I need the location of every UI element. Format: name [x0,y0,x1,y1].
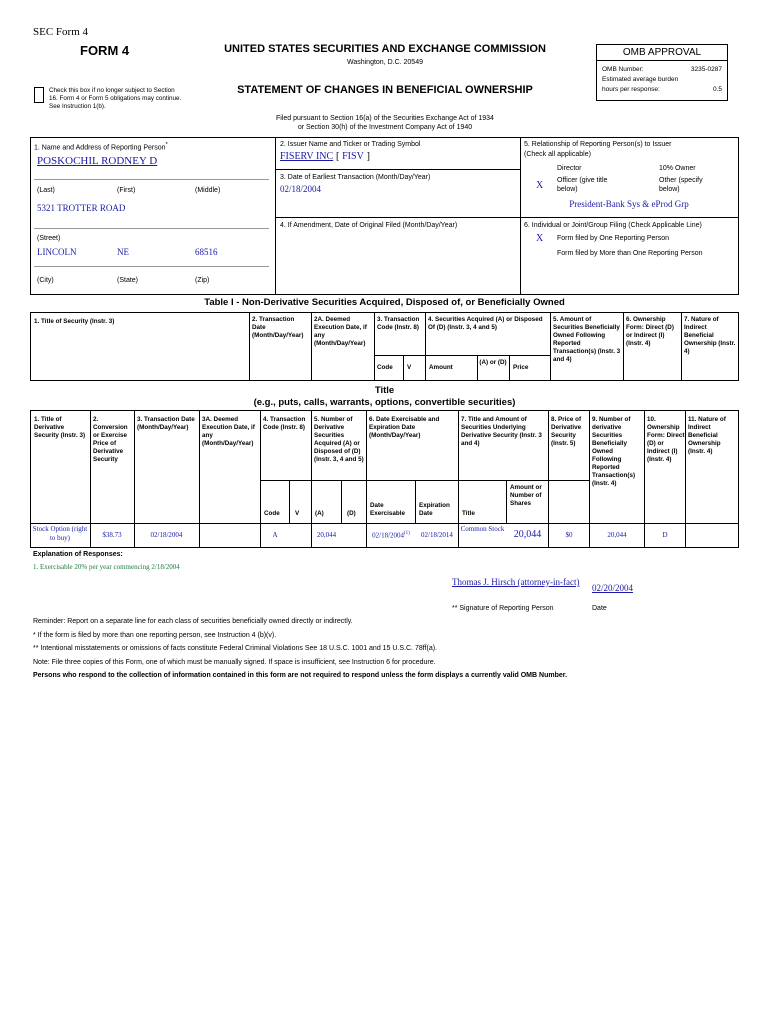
t2-h7: 7. Title and Amount of Securities Underlying Derivative Security (Instr. 3 and 4) [461,416,542,447]
filed-pursuant [190,114,580,132]
last-label: (Last) [37,187,55,194]
omb-number-row [597,66,727,76]
t2-row-shares: 20,044 [513,529,542,540]
t2-title: Title [462,510,475,517]
omb-burden-label: Estimated average burden [602,76,679,83]
filing-mark: X [536,233,544,244]
t1-v: V [407,364,412,371]
t2-row-code: A [272,531,278,539]
note-omb: Persons who respond to the collection of information contained in this form are not required to respond unless the form displays a currently valid OMB Number. [33,672,568,679]
t1-h4: 4. Securities Acquired (A) or Disposed Of (D) (Instr. 3, 4 and 5) [428,316,543,331]
issuer-bracket-open: [ [335,151,340,162]
signature-date: 02/20/2004 [592,583,634,593]
state-value: NE [117,247,129,257]
t2-row-date-exercisable: 02/18/2004 [372,531,405,540]
t2-row-owned: 20,044 [607,531,627,539]
table2-title-block [30,385,739,409]
issuer-ticker: FISV [342,151,364,162]
city-label: (City) [37,277,54,284]
director-option: Director [557,165,582,172]
street-label: (Street) [37,235,61,242]
statement-title: STATEMENT OF CHANGES IN BENEFICIAL OWNERSHIP [237,84,533,96]
t1-code: Code [377,364,393,371]
t2-h11: 11. Nature of Indirect Beneficial Ownership (Instr. 4) [688,416,726,455]
t1-h6: 6. Ownership Form: Direct (D) or Indirect (I) (Instr. 4) [626,316,674,347]
officer-title: President-Bank Sys & eProd Grp [569,199,689,209]
t2-row-security: Stock Option (right to buy) [32,525,88,542]
t1-h7: 7. Nature of Indirect Beneficial Ownership (Instr. 4) [684,316,736,355]
street-value: 5321 TROTTER ROAD [37,203,126,213]
t2-expiration: Expiration Date [419,502,450,517]
t2-row-expiration: 02/18/2014 [421,531,453,539]
signature-label: ** Signature of Reporting Person [452,605,554,612]
earliest-date-value: 02/18/2004 [280,184,322,194]
t2-h4: 4. Transaction Code (Instr. 8) [263,416,306,431]
t1-amount: Amount [429,364,453,371]
omb-hours-label: hours per response: [602,86,660,93]
omb-hours-row [597,86,727,96]
agency-title: UNITED STATES SECURITIES AND EXCHANGE COMMISSION [224,43,546,55]
zip-value: 68516 [195,247,218,257]
reporting-person-label [34,142,168,151]
t2-a: (A) [315,510,324,517]
reporting-person-star: * [165,142,168,148]
t2-v: V [295,510,300,517]
t2-row-price: $38.73 [102,531,122,539]
state-label: (State) [117,277,139,284]
section16-checkbox-text: Check this box if no longer subject to Section 16. Form 4 or Form 5 obligations may continue. See Instruction 1(b). [49,87,182,110]
amendment-label: 4. If Amendment, Date of Original Filed (Month/Day/Year) [280,222,458,229]
t2-d: (D) [347,510,356,517]
reminder-note: Reminder: Report on a separate line for each class of securities beneficially owned directly or indirectly. [33,618,353,625]
note-file: Note: File three copies of this Form, one of which must be manually signed. If space is insufficient, see Instruction 6 for procedure. [33,659,436,666]
t2-date-exercisable: Date Exercisable [370,502,406,517]
t2-h6: 6. Date Exercisable and Expiration Date (Month/Day/Year) [369,416,440,439]
omb-hours-value: 0.5 [712,86,722,93]
form-title: FORM 4 [80,43,130,58]
t2-code: Code [264,510,280,517]
t2-row-date-exercisable-cell [367,531,415,539]
ten-pct-option: 10% Owner [659,165,696,172]
issuer-name-row [280,151,370,162]
middle-label: (Middle) [195,187,221,194]
section16-checkbox[interactable] [34,87,44,103]
first-label: (First) [117,187,136,194]
t2-h1: 1. Title of Derivative Security (Instr. 3) [34,416,86,439]
filed-line-2: or Section 30(h) of the Investment Company Act of 1940 [297,124,473,131]
issuer-bracket-close: ] [366,151,370,162]
t2-row-acquired: 20,044 [316,531,337,539]
explanation-note-1: 1. Exercisable 20% per year commencing 2/18/2004 [33,563,180,571]
t2-h3: 3. Transaction Date (Month/Day/Year) [137,416,195,431]
t1-h3: 3. Transaction Code (Instr. 8) [377,316,420,331]
table2-subtitle: (e.g., puts, calls, warrants, options, convertible securities) [253,397,516,408]
filed-line-1: Filed pursuant to Section 16(a) of the Securities Exchange Act of 1934 [276,115,494,122]
t1-price: Price [513,364,529,371]
signature-name: Thomas J. Hirsch (attorney-in-fact) [452,577,580,587]
t2-h5: 5. Number of Derivative Securities Acquired (A) or Disposed of (D) (Instr. 3, 4 and 5) [314,416,364,463]
t2-h2: 2. Conversion or Exercise Price of Derivative Security [93,416,128,463]
omb-approval-box [596,44,728,101]
reporting-person-label-text: 1. Name and Address of Reporting Person [34,144,166,152]
filing-label: 6. Individual or Joint/Group Filing (Check Applicable Line) [524,222,702,229]
relationship-label: 5. Relationship of Reporting Person(s) to Issuer [524,141,672,148]
t2-row-date: 02/18/2004 [150,531,183,539]
reporting-person-name[interactable]: POSKOCHIL RODNEY D [37,155,158,167]
relationship-sub: (Check all applicable) [524,151,591,158]
filing-one: Form filed by One Reporting Person [557,235,670,242]
officer-option: Officer (give title below) [557,177,608,193]
issuer-label: 2. Issuer Name and Ticker or Trading Symbol [280,141,421,148]
t1-h2: 2. Transaction Date (Month/Day/Year) [252,316,304,339]
omb-title: OMB APPROVAL [597,45,727,61]
omb-number-label: OMB Number: [602,66,644,73]
officer-mark: X [536,180,544,191]
explanation-label: Explanation of Responses: [33,551,123,558]
t2-h10: 10. Ownership Form: Direct (D) or Indirect (I) (Instr. 4) [647,416,685,463]
t2-row-deriv-price: $0 [565,531,573,539]
t2-amount-shares: Amount or Number of Shares [510,484,542,507]
note-star: * If the form is filed by more than one reporting person, see Instruction 4 (b)(v). [33,632,277,639]
t2-row-title: Common Stock [460,525,505,533]
table2-title: Title [374,385,395,396]
t1-h1: 1. Title of Security (Instr. 3) [34,318,115,325]
t1-aord: (A) or (D) [479,359,507,366]
other-option: Other (specify below) [659,177,703,193]
zip-label: (Zip) [195,277,210,284]
issuer-name[interactable]: FISERV INC [280,151,334,162]
t1-h5: 5. Amount of Securities Beneficially Owned Following Reported Transaction(s) (Instr. 3 and 4) [553,316,621,363]
sec-form-label: SEC Form 4 [33,26,89,38]
t2-row-footnote[interactable]: (1) [404,531,410,536]
earliest-date-label: 3. Date of Earliest Transaction (Month/Day/Year) [280,174,431,181]
t2-h9: 9. Number of derivative Securities Beneficially Owned Following Reported Transaction(s) (Instr. 4) [592,416,636,487]
t2-h3a: 3A. Deemed Execution Date, if any (Month/Day/Year) [202,416,255,447]
t2-h8: 8. Price of Derivative Security (Instr. 5) [551,416,582,447]
note-double-star: ** Intentional misstatements or omissions of facts constitute Federal Criminal Violations See 18 U.S.C. 1001 and 15 U.S.C. 78ff(a). [33,645,437,652]
t2-row-form: D [662,531,668,539]
signature-date-label: Date [592,605,607,612]
city-value: LINCOLN [37,247,77,257]
table1-title: Table I - Non-Derivative Securities Acquired, Disposed of, or Beneficially Owned [204,297,565,308]
omb-number-value: 3235-0287 [690,66,722,73]
filing-more: Form filed by More than One Reporting Person [557,250,703,257]
agency-location: Washington, D.C. 20549 [346,59,423,66]
t1-h2a: 2A. Deemed Execution Date, if any (Month/Day/Year) [314,316,367,347]
